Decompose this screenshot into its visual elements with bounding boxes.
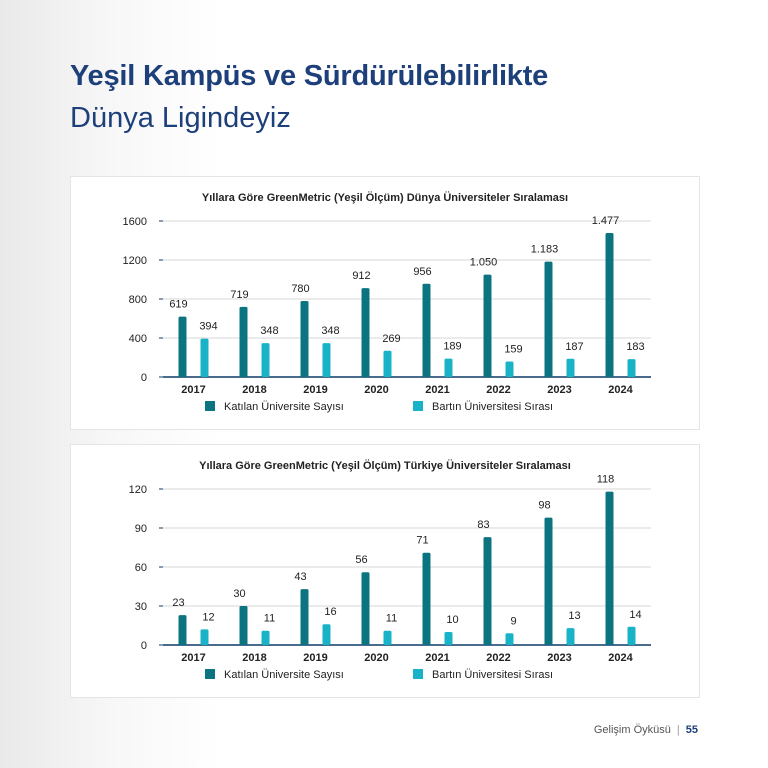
x-tick-label: 2023: [547, 384, 572, 396]
bar-participants: [545, 262, 553, 377]
x-tick-label: 2017: [181, 384, 206, 396]
bar-participants: [301, 589, 309, 645]
data-label: 16: [324, 606, 337, 619]
x-tick-label: 2022: [486, 384, 511, 396]
data-label: 118: [596, 473, 615, 486]
data-label: 83: [477, 519, 490, 532]
bar-bartin-rank: [201, 629, 209, 645]
data-label: 10: [446, 614, 459, 626]
bar-participants: [362, 572, 370, 645]
turkey-ranking-chart: [71, 445, 699, 697]
x-tick-label: 2020: [364, 384, 389, 396]
data-label: 1.050: [469, 256, 498, 269]
y-tick-label: 60: [134, 562, 147, 574]
data-label: 187: [565, 340, 584, 353]
x-tick-label: 2018: [242, 652, 267, 664]
data-label: 11: [263, 612, 276, 625]
bar-participants: [423, 553, 431, 645]
y-tick-label: 0: [140, 372, 147, 384]
x-tick-label: 2021: [425, 652, 450, 664]
x-tick-label: 2020: [364, 652, 389, 664]
data-label: 11: [385, 612, 398, 625]
x-tick-label: 2024: [608, 384, 633, 396]
world-ranking-chart: [71, 177, 699, 429]
data-label: 43: [294, 571, 307, 584]
bar-participants: [301, 301, 309, 377]
x-tick-label: 2022: [486, 652, 511, 664]
data-label: 619: [169, 298, 188, 311]
x-tick-label: 2024: [608, 652, 633, 664]
bar-bartin-rank: [628, 627, 636, 645]
bar-bartin-rank: [201, 339, 209, 377]
bar-participants: [484, 275, 492, 377]
footer-section-label: Gelişim Öyküsü: [593, 724, 671, 736]
data-label: 13: [568, 610, 581, 623]
data-label: 30: [233, 588, 246, 600]
data-label: 9: [510, 615, 517, 628]
bar-bartin-rank: [323, 343, 331, 377]
data-label: 189: [443, 340, 462, 353]
legend-swatch: [413, 669, 423, 679]
data-label: 348: [321, 325, 340, 338]
bar-participants: [362, 288, 370, 377]
footer-separator: |: [676, 724, 680, 736]
bar-bartin-rank: [323, 624, 331, 645]
y-tick-label: 30: [134, 601, 147, 613]
legend-label: Katılan Üniversite Sayısı: [224, 401, 344, 413]
bar-bartin-rank: [445, 632, 453, 645]
data-label: 71: [416, 534, 429, 547]
data-label: 159: [504, 343, 523, 356]
x-tick-label: 2023: [547, 652, 572, 664]
y-tick-label: 1200: [122, 255, 147, 267]
data-label: 912: [352, 270, 371, 283]
legend-swatch: [413, 401, 423, 411]
bar-bartin-rank: [567, 359, 575, 377]
bar-bartin-rank: [262, 343, 270, 377]
y-tick-label: 800: [128, 294, 147, 306]
bar-bartin-rank: [506, 633, 514, 645]
data-label: 183: [626, 341, 645, 354]
bar-participants: [484, 537, 492, 645]
bar-bartin-rank: [567, 628, 575, 645]
data-label: 14: [629, 608, 642, 621]
y-tick-label: 1600: [122, 216, 147, 228]
y-tick-label: 400: [128, 333, 147, 345]
y-tick-label: 120: [128, 484, 147, 496]
data-label: 98: [538, 499, 551, 512]
bar-participants: [606, 233, 614, 377]
bar-participants: [606, 492, 614, 645]
data-label: 956: [413, 265, 432, 278]
bar-bartin-rank: [262, 631, 270, 645]
data-label: 1.183: [530, 243, 559, 256]
bar-bartin-rank: [384, 351, 392, 377]
data-label: 1.477: [591, 214, 620, 227]
data-label: 269: [382, 332, 401, 345]
x-tick-label: 2019: [303, 652, 328, 664]
legend-label: Bartın Üniversitesi Sırası: [432, 401, 554, 413]
data-label: 394: [199, 320, 218, 333]
bar-bartin-rank: [506, 361, 514, 377]
data-label: 780: [291, 282, 310, 295]
bar-participants: [240, 307, 248, 377]
page-subtitle: Dünya Ligindeyiz: [70, 102, 291, 134]
x-tick-label: 2019: [303, 384, 328, 396]
data-label: 348: [260, 325, 279, 338]
bar-participants: [179, 317, 187, 377]
x-tick-label: 2018: [242, 384, 267, 396]
legend-swatch: [205, 401, 215, 411]
bar-bartin-rank: [628, 359, 636, 377]
bar-bartin-rank: [445, 359, 453, 377]
chart-title: Yıllara Göre GreenMetric (Yeşil Ölçüm) Dünya Üniversiteler Sıralaması: [201, 192, 569, 204]
page-title: Yeşil Kampüs ve Sürdürülebilirlikte: [70, 60, 549, 92]
legend-label: Bartın Üniversitesi Sırası: [432, 669, 554, 681]
bar-participants: [545, 518, 553, 645]
chart-title: Yıllara Göre GreenMetric (Yeşil Ölçüm) Türkiye Üniversiteler Sıralaması: [199, 460, 571, 472]
bar-participants: [423, 284, 431, 377]
page-number: 55: [685, 724, 698, 736]
data-label: 23: [172, 597, 185, 610]
x-tick-label: 2017: [181, 652, 206, 664]
data-label: 56: [355, 554, 368, 567]
x-tick-label: 2021: [425, 384, 450, 396]
data-label: 12: [202, 611, 215, 624]
y-tick-label: 0: [140, 640, 147, 652]
bar-participants: [240, 606, 248, 645]
legend-swatch: [205, 669, 215, 679]
y-tick-label: 90: [134, 523, 147, 535]
data-label: 719: [230, 288, 249, 301]
page-footer: [594, 724, 698, 736]
legend-label: Katılan Üniversite Sayısı: [224, 669, 344, 681]
turkey-ranking-chart-panel: [70, 444, 700, 698]
bar-bartin-rank: [384, 631, 392, 645]
world-ranking-chart-panel: [70, 176, 700, 430]
bar-participants: [179, 615, 187, 645]
